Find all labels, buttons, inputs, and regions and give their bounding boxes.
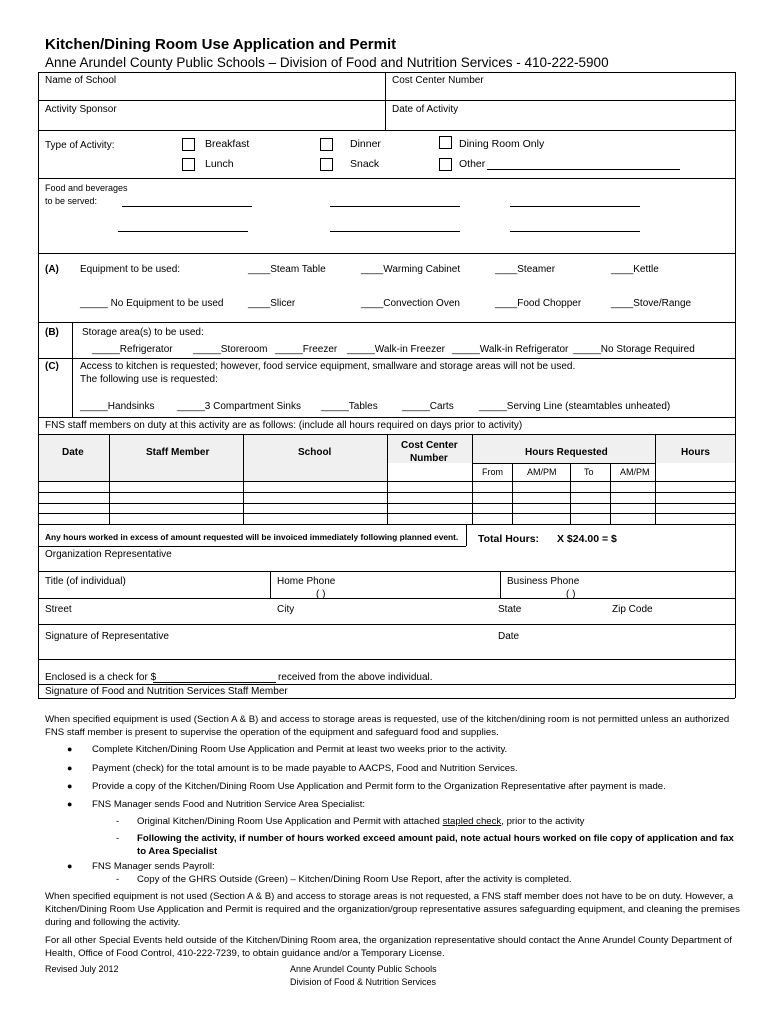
row-line (38, 684, 735, 685)
snack-label: Snack (350, 158, 380, 170)
row-line (472, 463, 655, 464)
bullet-1: Complete Kitchen/Dining Room Use Application and Permit at least two weeks prior to the activity. (92, 744, 508, 755)
row-line (38, 624, 735, 625)
excess-hours-note: Any hours worked in excess of amount requested will be invoiced immediately following planned event. (45, 532, 459, 542)
table-col-line (472, 434, 473, 524)
form-right-border (735, 72, 736, 698)
col-date: Date (62, 447, 84, 458)
table-col-line (570, 463, 571, 524)
enclosed-prefix: Enclosed is a check for $ (45, 672, 157, 683)
para2-line-1: When specified equipment is not used (Section A & B) and access to storage areas is not requested, a FNS staff member does not have to be on duty. However, a (45, 891, 734, 902)
home-phone-label: Home Phone (277, 576, 336, 587)
bullet-4: FNS Manager sends Food and Nutrition Service Area Specialist: (92, 799, 366, 810)
date-of-activity-label: Date of Activity (392, 104, 459, 115)
dinner-checkbox[interactable] (320, 138, 333, 151)
other-checkbox[interactable] (439, 158, 452, 171)
row-line (38, 571, 735, 572)
bullet-icon: ● (67, 861, 73, 871)
dash-icon: - (116, 833, 120, 844)
home-phone-parens[interactable]: ( ) (316, 589, 326, 600)
section-letter-divider (72, 322, 73, 417)
food-beverages-label-2: to be served: (45, 196, 98, 206)
para2-line-2: Kitchen/Dining Room Use Application and Permit is required and the organization/group representative assures safeguarding equipment, and cleaning the premises (45, 904, 740, 915)
kettle-option[interactable]: ____Kettle (611, 264, 659, 275)
fns-signature-label: Signature of Food and Nutrition Services Staff Member (45, 686, 288, 697)
bullet-2: Payment (check) for the total amount is to be made payable to AACPS, Food and Nutrition Services. (92, 763, 518, 774)
other-line[interactable] (487, 169, 680, 170)
section-c-text-1: Access to kitchen is requested; however, food service equipment, smallware and storage areas will not be used. (80, 361, 576, 372)
breakfast-checkbox[interactable] (182, 138, 195, 151)
signature-label: Signature of Representative (45, 631, 169, 642)
bullet-3: Provide a copy of the Kitchen/Dining Room Use Application and Permit form to the Organization Representative after payment is made. (92, 781, 666, 792)
total-hours-label: Total Hours: (478, 533, 540, 545)
row-line (38, 322, 735, 323)
row-line (38, 598, 735, 599)
carts-option[interactable]: _____Carts (402, 401, 454, 412)
no-storage-option[interactable]: _____No Storage Required (573, 344, 695, 355)
food-chopper-option[interactable]: ____Food Chopper (495, 298, 582, 309)
col-hours-requested: Hours Requested (525, 447, 608, 458)
col-hours: Hours (681, 447, 710, 458)
no-equipment-option[interactable]: _____ No Equipment to be used (80, 298, 224, 309)
table-row (38, 492, 735, 493)
table-col-line (610, 463, 611, 524)
section-c-text-2: The following use is requested: (80, 374, 218, 385)
section-b-letter: (B) (45, 327, 59, 338)
table-row (38, 524, 735, 525)
refrigerator-option[interactable]: _____Refrigerator (92, 344, 173, 355)
col-cost-center-2: Number (410, 453, 448, 464)
total-divider (466, 524, 467, 546)
bullet-4-sub-1: Original Kitchen/Dining Room Use Application and Permit with attached stapled check, prior to the activity (137, 816, 585, 827)
other-label: Other (459, 158, 486, 170)
table-col-line (243, 434, 244, 524)
row-line (38, 417, 735, 418)
check-amount-line[interactable] (153, 682, 276, 683)
food-line[interactable] (510, 231, 640, 232)
row-line (38, 358, 735, 359)
city-label: City (277, 604, 295, 615)
storage-label: Storage area(s) to be used: (82, 327, 204, 338)
bullet-4-sub-2-line-1: Following the activity, if number of hours worked exceed amount paid, note actual hours worked on file copy of application and fax (137, 833, 734, 844)
dining-room-only-label: Dining Room Only (459, 138, 545, 150)
cost-center-label: Cost Center Number (392, 75, 484, 86)
state-label: State (498, 604, 522, 615)
business-phone-parens[interactable]: ( ) (566, 589, 576, 600)
sub-to: To (584, 467, 594, 477)
sub-ampm-1: AM/PM (527, 467, 557, 477)
three-compartment-option[interactable]: _____3 Compartment Sinks (177, 401, 301, 412)
bullet-5: FNS Manager sends Payroll: (92, 861, 215, 872)
para2-line-3: during and following the activity. (45, 917, 181, 928)
page-subtitle: Anne Arundel County Public Schools – Division of Food and Nutrition Services - 410-222-5900 (45, 55, 609, 70)
dash-icon: - (116, 874, 120, 885)
lunch-label: Lunch (205, 158, 234, 170)
type-of-activity-label: Type of Activity: (45, 140, 115, 151)
steam-table-option[interactable]: ____Steam Table (248, 264, 326, 275)
table-col-line (109, 434, 110, 524)
footer-org-1: Anne Arundel County Public Schools (290, 964, 437, 974)
intro-line-1: When specified equipment is used (Section A & B) and access to storage areas is requested, use of the kitchen/dining room is not permitted unless an authorized (45, 714, 730, 725)
food-line[interactable] (118, 231, 248, 232)
date-label: Date (498, 631, 520, 642)
table-row (38, 503, 735, 504)
row-line (38, 130, 735, 131)
bullet-icon: ● (67, 781, 73, 791)
col-staff-member: Staff Member (146, 447, 210, 458)
table-row (38, 513, 735, 514)
bullet-4-sub-2-line-2: to Area Specialist (137, 846, 218, 857)
activity-sponsor-label: Activity Sponsor (45, 104, 117, 115)
revised-date: Revised July 2012 (45, 964, 119, 974)
food-line[interactable] (510, 206, 640, 207)
convection-oven-option[interactable]: ____Convection Oven (361, 298, 460, 309)
title-label: Title (of individual) (45, 576, 126, 587)
form-top-border (38, 72, 735, 73)
footer-org-2: Division of Food & Nutrition Services (290, 977, 437, 987)
table-header-shade (39, 435, 387, 481)
enclosed-suffix: received from the above individual. (278, 672, 433, 683)
row-line (38, 253, 735, 254)
table-col-line (512, 463, 513, 524)
bullet-icon: ● (67, 763, 73, 773)
form-bottom-border (38, 698, 735, 699)
col-school: School (298, 447, 332, 458)
rate-label: X $24.00 = $ (557, 533, 617, 545)
food-line[interactable] (122, 206, 252, 207)
staff-note: FNS staff members on duty at this activity are as follows: (include all hours required on days prior to activity) (45, 420, 523, 431)
storeroom-option[interactable]: _____Storeroom (193, 344, 268, 355)
table-row (38, 481, 735, 482)
rep-divider (270, 571, 271, 598)
tables-option[interactable]: _____Tables (321, 401, 378, 412)
food-line[interactable] (330, 231, 460, 232)
name-of-school-label: Name of School (45, 75, 117, 86)
bullet-icon: ● (67, 744, 73, 754)
handsinks-option[interactable]: _____Handsinks (80, 401, 155, 412)
table-col-line (655, 434, 656, 524)
stove-range-option[interactable]: ____Stove/Range (611, 298, 692, 309)
para3-line-2: Health, Office of Food Control, 410-222-7239, to obtain guidance and/or a Temporary License. (45, 948, 445, 959)
dinner-label: Dinner (350, 138, 381, 150)
equipment-label: Equipment to be used: (80, 264, 181, 275)
dash-icon: - (116, 816, 120, 827)
slicer-option[interactable]: ____Slicer (248, 298, 296, 309)
food-beverages-label-1: Food and beverages (45, 183, 128, 193)
col-cost-center-1: Cost Center (401, 440, 458, 451)
dining-room-only-checkbox[interactable] (439, 136, 452, 149)
sub-from: From (482, 467, 503, 477)
street-label: Street (45, 604, 72, 615)
table-col-line (387, 434, 388, 524)
intro-line-2: FNS staff member is present to supervise the operation of the equipment and safeguard food and supplies. (45, 727, 499, 738)
page-title: Kitchen/Dining Room Use Application and Permit (45, 36, 397, 53)
food-line[interactable] (330, 206, 460, 207)
walkin-freezer-option[interactable]: _____Walk-in Freezer (347, 344, 446, 355)
row-line (38, 100, 735, 101)
form-left-border (38, 72, 39, 698)
freezer-option[interactable]: _____Freezer (275, 344, 338, 355)
steamer-option[interactable]: ____Steamer (495, 264, 556, 275)
breakfast-label: Breakfast (205, 138, 250, 150)
warming-cabinet-option[interactable]: ____Warming Cabinet (361, 264, 461, 275)
serving-line-option[interactable]: _____Serving Line (steamtables unheated) (479, 401, 671, 412)
rep-divider (500, 571, 501, 598)
para3-line-1: For all other Special Events held outside of the Kitchen/Dining Room area, the organization representative should contact the Anne Arundel County Department of (45, 935, 732, 946)
business-phone-label: Business Phone (507, 576, 580, 587)
walkin-refrigerator-option[interactable]: _____Walk-in Refrigerator (452, 344, 569, 355)
section-a-letter: (A) (45, 264, 59, 275)
row-line (38, 546, 466, 547)
bullet-icon: ● (67, 799, 73, 809)
snack-checkbox[interactable] (320, 158, 333, 171)
lunch-checkbox[interactable] (182, 158, 195, 171)
sub-ampm-2: AM/PM (620, 467, 650, 477)
org-rep-label: Organization Representative (45, 549, 172, 560)
row-line (38, 659, 735, 660)
row-line (38, 178, 735, 179)
row1-divider (385, 72, 386, 130)
section-c-letter: (C) (45, 361, 59, 372)
bullet-5-sub-1: Copy of the GHRS Outside (Green) – Kitchen/Dining Room Use Report, after the activity is completed. (137, 874, 572, 885)
zip-label: Zip Code (612, 604, 653, 615)
